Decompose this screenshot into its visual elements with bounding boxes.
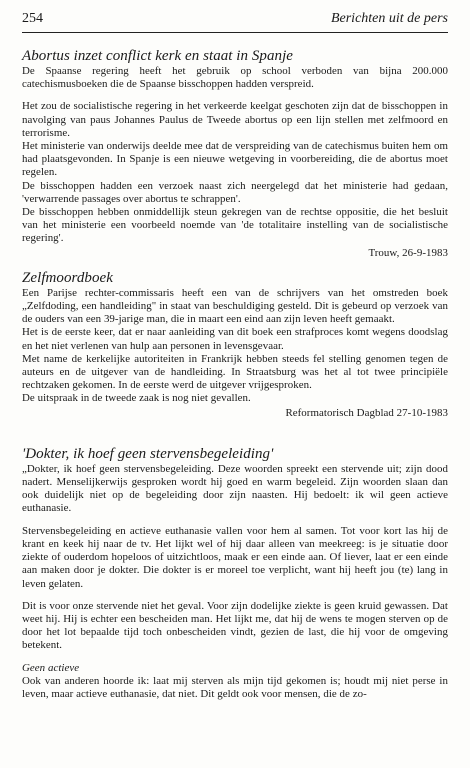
paragraph: Het zou de socialistische regering in het verkeerde keelgat geschoten zijn dat de bisschoppen in navolging van paus Johannes Paulus de Tweede abortus op een lijn stellen met zelfmoord en terrorisme. <box>22 100 448 139</box>
page-number: 254 <box>22 11 43 26</box>
paragraph: „Dokter, ik hoef geen stervensbegeleiding. Deze woorden spreekt een stervende uit; zijn dood nadert. Menselijkerwijs gesproken wordt hij goed en warm begeleid. Zijn woorden slaan dan ook duidelijk niet op de begeleiding door zijn naasten. Hij bedoelt: ik wil geen actieve euthanasie. <box>22 462 448 515</box>
paragraph: De bisschoppen hebben onmiddellijk steun gekregen van de rechtse oppositie, die het besluit van het ministerie een voorbeeld noemde van 'de totalitaire instelling van de socialistische regering'. <box>22 206 448 245</box>
paragraph: Ook van anderen hoorde ik: laat mij sterven als mijn tijd gekomen is; houdt mij niet perse in leven, maar actieve euthanasie, dat niet. Dit geldt ook voor mensen, die de zo- <box>22 674 448 700</box>
article-source: Trouw, 26-9-1983 <box>368 246 448 259</box>
article-title: Abortus inzet conflict kerk en staat in Spanje <box>22 48 294 64</box>
article-abortus <box>22 48 448 260</box>
paragraph: De bisschoppen hadden een verzoek naast zich neergelegd dat het ministerie had gedaan, 'verwarrende passages over abortus te schrappen'. <box>22 179 448 205</box>
article-title: Zelfmoordboek <box>22 269 113 286</box>
article-subheading: Geen actieve <box>22 661 80 674</box>
paragraph: Het ministerie van onderwijs deelde mee dat de verspreiding van de catechismus buiten hem om had plaatsgevonden. In Spanje is een nieuwe wetgeving in voorbereiding, die de abortus moet regelen. <box>22 140 448 179</box>
paragraph: Een Parijse rechter-commissaris heeft een van de schrijvers van het omstreden boek „Zelfdoding, een handleiding" in staat van beschuldiging gesteld. Dit is gebeurd op verzoek van de ouders van een 39-jarige man, die in maart een eind aan zijn leven heeft gemaakt. <box>22 286 448 326</box>
article-source: Reformatorisch Dagblad 27-10-1983 <box>285 406 448 419</box>
article-zelfmoordboek <box>22 270 448 420</box>
article-dokter <box>22 446 448 701</box>
page-body <box>22 48 448 701</box>
paragraph: De Spaanse regering heeft het gebruik op school verboden van bijna 200.000 catechismusboeken die de Spaanse bisschoppen hadden verspreid. <box>22 65 448 91</box>
paragraph: Met name de kerkelijke autoriteiten in Frankrijk hebben steeds fel stelling genomen tegen de auteurs en de uitgever van de handleiding. In Straatsburg was het al tot twee principiële rechtzaken gekomen. In de eerste werd de uitgever vrijgesproken. <box>22 352 448 392</box>
paragraph: Het is de eerste keer, dat er naar aanleiding van dit boek een strafproces komt wegens doodslag en het niet verlenen van hulp aan personen in levensgevaar. <box>22 326 448 352</box>
running-header <box>22 10 448 33</box>
article-title: 'Dokter, ik hoef geen stervensbegeleiding' <box>22 445 274 462</box>
running-title: Berichten uit de pers <box>330 11 448 26</box>
paragraph: Stervensbegeleiding en actieve euthanasie vallen voor hem al samen. Tot voor kort las hij de krant en keek hij naar de tv. Het lijkt wel of hij daar alleen van meekreeg: is je situatie door ziekte of ouderdom hopeloos of uitzichtloos, maak er een einde aan. Of liever, laat er een einde aan maken door je dokter. Die dokter is er moreel toe verplicht, want hij heeft jou (te) lang in leven gelaten. <box>22 524 448 590</box>
paragraph: De uitspraak in de tweede zaak is nog niet gevallen. <box>22 392 251 405</box>
paragraph: Dit is voor onze stervende niet het geval. Voor zijn dodelijke ziekte is geen kruid gewassen. Dat weet hij. Hij is echter een bescheiden man. Het lijkt me, dat hij de wens te mogen sterven op de door het lot bepaalde tijd toch onbescheiden vindt, gezien de last, die hij voor de omgeving betekent. <box>22 599 448 652</box>
